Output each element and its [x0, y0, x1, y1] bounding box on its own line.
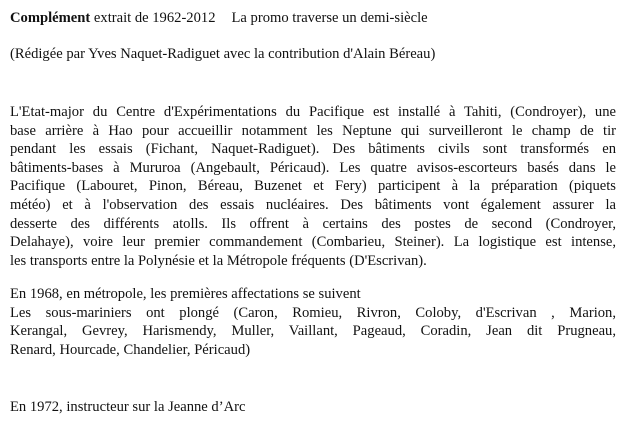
paragraph-line: Les sous-mariniers ont plongé (Caron, Romieu, Rivron, Coloby, d'Escrivan , Marion,: [10, 304, 616, 321]
title-rest: extrait de 1962-2012: [90, 10, 216, 26]
paragraph-1968-assignments: [10, 285, 616, 359]
paragraph-line: pendant les essais (Fichant, Naquet-Radiguet). Des bâtiments civils sont transformés en: [10, 141, 616, 158]
title-bold-word: Complément: [10, 10, 91, 26]
document-byline: (Rédigée par Yves Naquet-Radiguet avec la contribution d'Alain Béreau): [10, 46, 436, 62]
paragraph-line: Delahaye), voire leur premier commandement (Combarieu, Steiner). La logistique est intense,: [10, 234, 616, 251]
paragraph-line: météo) et à l'observation des essais nucléaires. Des bâtiments vont également assurer la: [10, 196, 616, 213]
paragraph-line: Renard, Hourcade, Chandelier, Péricaud): [10, 341, 251, 358]
paragraph-line: Kerangal, Gevrey, Harismendy, Muller, Vaillant, Pageaud, Coradin, Jean dit Prugneau,: [10, 323, 616, 340]
document-title-line: [10, 9, 428, 27]
document-subtitle: La promo traverse un demi-siècle: [231, 10, 428, 26]
paragraph-pacific-tests: [10, 103, 616, 270]
paragraph-line: En 1968, en métropole, les premières affectations se suivent: [10, 286, 361, 302]
paragraph-line: desserte des différents atolls. Ils offrent à certains des postes de second (Condroyer,: [10, 215, 616, 232]
paragraph-line: bâtiments-bases à Mururoa (Angebault, Péricaud). Les quatre avisos-escorteurs basés dans le: [10, 159, 616, 176]
paragraph-line: base arrière à Hao pour accueillir notamment les Neptune qui surveilleront le champ de tir: [10, 122, 616, 139]
paragraph-1972: [10, 398, 616, 417]
paragraph-line: En 1972, instructeur sur la Jeanne d’Arc: [10, 399, 246, 415]
paragraph-line: Pacifique (Labouret, Pinon, Béreau, Buzenet et Fery) participent à la préparation (piquets: [10, 178, 616, 195]
paragraph-line: L'Etat-major du Centre d'Expérimentations du Pacifique est installé à Tahiti, (Condroyer), une: [10, 104, 616, 120]
paragraph-line: les transports entre la Polynésie et la Métropole fréquents (D'Escrivan).: [10, 252, 427, 269]
